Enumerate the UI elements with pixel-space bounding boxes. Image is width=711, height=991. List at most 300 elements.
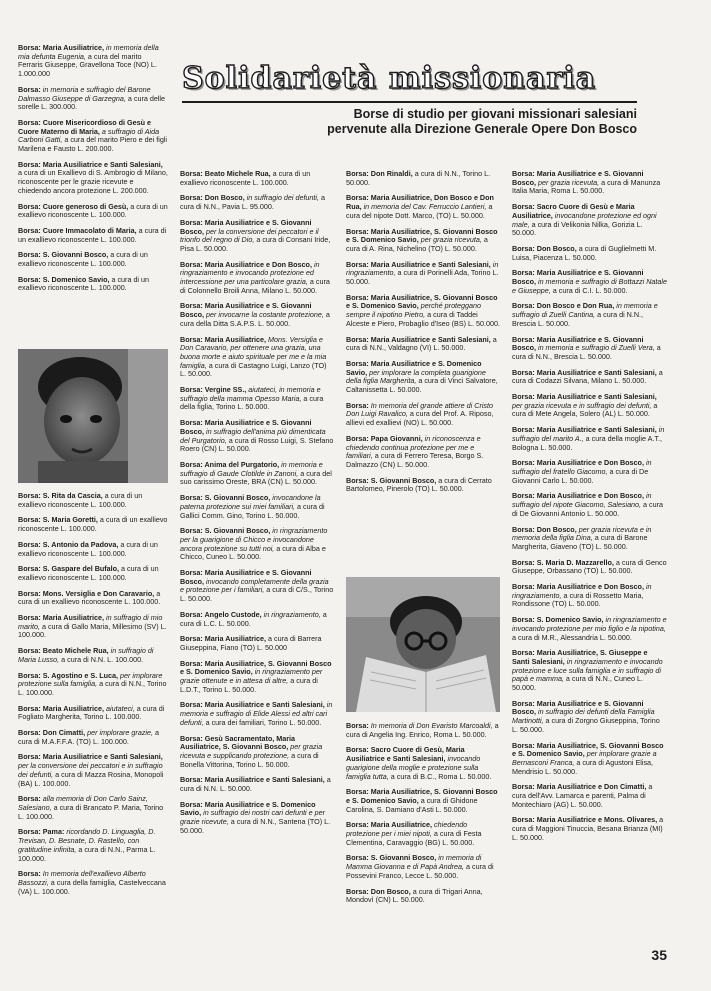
entry-title: Borsa: Maria Ausiliatrice,	[180, 634, 267, 644]
entry-title: Borsa: Maria Ausiliatrice, S. Giovanni Bosco e S. Domenico Savio,	[346, 292, 498, 311]
entry-donor: a cura di un exallievo riconoscente L. 100.000.	[18, 539, 158, 558]
donation-entry	[512, 492, 667, 518]
entry-donor: a cura di un Exallievo di S. Ambrogio di Milano, riconoscente per le grazie ricevute e chiedendo ancora protezione L. 200.000.	[18, 168, 168, 195]
entry-dedication: per implorare protezione sulla famiglia,	[18, 670, 163, 689]
subtitle-line-2: pervenute alla Direzione Generale Opere Don Bosco	[327, 122, 637, 136]
donation-entry	[512, 302, 667, 328]
entry-donor: a cura di Alba e Chicco, Cuneo L. 50.000.	[180, 543, 326, 562]
donation-entry	[18, 828, 168, 863]
donation-entry	[18, 161, 168, 196]
entry-title: Borsa: S. Rita da Cascia,	[18, 491, 103, 500]
entry-donor: a cura di Porinelli Ada, Torino L. 50.000.	[346, 268, 499, 287]
donation-entry	[18, 44, 168, 79]
entry-title: Borsa: Sacro Cuore di Gesù, Maria Ausiliatrice e Santi Salesiani,	[346, 745, 465, 764]
entry-title: Borsa: Maria Ausiliatrice e Don Bosco,	[512, 458, 644, 468]
donation-entry	[180, 527, 334, 562]
donation-entry	[346, 261, 500, 287]
title-rule	[182, 101, 637, 103]
entry-dedication: perché proteggano sempre il nipotino Pietro,	[346, 301, 482, 320]
entry-donor: a cura di N.N., Brescia L. 50.000.	[512, 310, 644, 328]
entry-title: Borsa: Don Bosco e Don Rua,	[512, 301, 615, 311]
donation-entry	[346, 360, 500, 395]
entry-title: Borsa: Papa Giovanni,	[346, 433, 423, 443]
entry-title: Borsa: Angelo Custode,	[180, 609, 262, 619]
entry-dedication: ricordando D. Linguaglia, D. Trevisan, D. Besnate, D. Rastello, con gratitudine infinita,	[18, 827, 156, 854]
entry-dedication: in memoria e suffragio del Barone Dalmasso Giuseppe di Garzegna,	[18, 84, 151, 103]
entry-dedication: per grazia ricevuta e in suffragio dei defunti,	[512, 400, 652, 410]
entry-donor: a cura del marito Piero e dei figli Marilena e Fausto L. 200.000.	[18, 135, 168, 154]
entry-donor: a cura di M.A.F.F.A. (TO) L. 100.000.	[18, 728, 160, 746]
entry-donor: a cura di Cerrato Bartolomeo, Pinerolo (TO) L. 50.000.	[346, 475, 492, 494]
entry-title: Borsa: Maria Ausiliatrice e Santi Salesiani,	[512, 425, 657, 435]
entry-donor: a cura dell'Avv. Lamarca e parenti, Palma di Montechiaro (AG) L. 50.000.	[512, 782, 653, 809]
donation-entry	[18, 203, 168, 220]
donation-entry	[512, 559, 667, 576]
entry-donor: a cura di C/S., Torino L. 50.000.	[180, 585, 334, 604]
donation-entry	[180, 635, 334, 652]
donation-entry	[346, 294, 500, 329]
entry-donor: a cura del marito Ferraris Giuseppe, Gravellona Toce (NO) L. 1.000.000	[18, 51, 157, 79]
entry-dedication: invocandone protezione ed ogni male,	[512, 210, 657, 229]
entry-title: Borsa: Maria Ausiliatrice e S. Giovanni Bosco,	[512, 268, 644, 287]
donation-entry	[512, 369, 667, 386]
donation-entry	[18, 590, 168, 607]
entry-title: Borsa: S. Giovanni Bosco,	[18, 250, 109, 260]
entry-title: Borsa:	[346, 400, 369, 410]
entry-title: Borsa: Vergine SS.,	[180, 385, 247, 395]
entry-title: Borsa: S. Gaspare del Bufalo,	[18, 564, 120, 574]
donation-entry	[512, 816, 667, 842]
entry-title: Borsa: S. Maria D. Mazzarello,	[512, 557, 614, 567]
donation-entry	[512, 336, 667, 362]
donation-entry	[18, 672, 168, 698]
entry-title: Borsa: Don Bosco,	[180, 193, 245, 203]
entry-title: Borsa: Maria Ausiliatrice e S. Giovanni Bosco,	[180, 301, 312, 320]
entry-dedication: in memoria e suffragio di Gaude Clotilde in Zanoni,	[180, 459, 323, 478]
entry-donor: a cura di Barrera Giuseppina, Fiano (TO) L. 50.000	[180, 634, 322, 652]
donation-entry	[180, 219, 334, 254]
entry-donor: a cura di Agustoni Elisa, Mendrisio L. 50.000.	[512, 757, 654, 776]
entry-dedication: a suffragio di Aida Carboni Gatti,	[18, 126, 160, 145]
entry-title: Borsa: Maria Ausiliatrice e S. Giovanni Bosco,	[180, 418, 312, 436]
donation-entry	[180, 776, 334, 793]
entry-donor: a cura di N.N., Pavia L. 95.000.	[180, 193, 326, 212]
entry-donor: a cura di Genco Giuseppe, Orbassano (TO) L. 50.000.	[512, 557, 667, 576]
entry-title: Borsa: Maria Ausiliatrice e Santi Salesiani,	[18, 159, 163, 169]
donation-entry	[18, 492, 168, 509]
entry-donor: a cura di N.N., Cuneo L. 50.000.	[512, 674, 644, 693]
donation-entry	[346, 788, 500, 814]
entry-donor: a cura del nipote Dott. Marco, (TO) L. 50.000.	[346, 202, 493, 220]
column-3-top	[346, 170, 500, 501]
entry-donor: a cura di un exallievo riconoscente L. 100.000.	[18, 564, 159, 582]
entry-title: Borsa: Gesù Sacramentato, Maria Ausiliatrice, S. Giovanni Bosco,	[180, 733, 296, 752]
entry-dedication: invocandone la paterna protezione sui miei familiari,	[180, 493, 321, 511]
entry-donor: a cura di Trigari Anna, Mondovì (CN) L. 50.000.	[346, 886, 483, 905]
entry-donor: a cura di Velikonia Nilka, Gorizia L. 50.000.	[512, 219, 643, 238]
entry-donor: a cura di Gallici Comm. Gino, Torino L. 50.000.	[180, 501, 325, 520]
entry-donor: a cura di Brancato P. Maria, Torino L. 100.000.	[18, 802, 164, 821]
entry-donor: a cura della Ditta S.A.P.S. L. 50.000.	[180, 310, 330, 328]
donation-entry	[512, 783, 667, 809]
donation-entry	[512, 203, 667, 238]
entry-donor: a cura di Mazza Rosina, Monopoli (BA) L. 100.000.	[18, 769, 164, 788]
entry-donor: a cura di Maggioni Tinuccia, Besana Brianza (MI) L. 50.000.	[512, 815, 664, 842]
entry-donor: a cura delle sorelle L. 300.000.	[18, 93, 166, 112]
donation-entry	[346, 888, 500, 905]
page-header	[182, 62, 637, 96]
donation-entry	[512, 583, 667, 609]
donation-entry	[18, 705, 168, 722]
entry-title: Borsa: Maria Ausiliatrice, Don Bosco e Don Rua,	[346, 193, 494, 212]
entry-title: Borsa: Maria Ausiliatrice e S. Domenico Savio,	[346, 358, 482, 377]
donation-entry	[180, 336, 334, 380]
entry-dedication: in ringraziamento,	[261, 609, 321, 619]
entry-dedication: In memoria dell'exallievo Alberto Bassozzi,	[18, 869, 146, 887]
entry-title: Borsa: Maria Ausiliatrice e Santi Salesiani,	[512, 367, 657, 377]
entry-title: Borsa:	[18, 869, 41, 879]
entry-title: Borsa: S. Giovanni Bosco,	[180, 526, 271, 536]
column-3-bottom	[346, 722, 500, 912]
entry-donor: a cura di N.N., Torino L. 100.000.	[18, 679, 167, 697]
entry-dedication: aiutateci, in memoria e suffragio della mamma Opesso Maria,	[180, 385, 321, 403]
entry-donor: a cura di B.C., Roma L. 50.000.	[388, 771, 492, 781]
child-photo-1	[18, 349, 168, 483]
entry-donor: a cura di N.N., Torino L. 50.000.	[346, 169, 491, 187]
entry-dedication: in memoria e suffragio di Elide Alessi ed altri cari defunti,	[180, 700, 333, 727]
entry-title: Borsa: Maria Ausiliatrice e S. Giovanni Bosco,	[180, 217, 312, 236]
donation-entry	[512, 700, 667, 735]
entry-title: Borsa: Maria Ausiliatrice,	[180, 334, 267, 344]
entry-donor: a cura di Rossetto Maria, Rondissone (TO) L. 50.000.	[512, 590, 644, 609]
entry-title: Borsa: Maria Ausiliatrice, S. Giovanni Bosco e S. Domenico Savio,	[346, 226, 498, 245]
entry-dedication: in memoria di Mamma Giovanna e di Papà Andrea,	[346, 853, 482, 872]
donation-entry	[18, 753, 168, 788]
entry-donor: a cura di De Giovanni Carlo L. 50.000.	[512, 466, 649, 485]
entry-donor: a cura di De Giovanni Antonio L. 50.000.	[512, 500, 664, 518]
entry-donor: a cura di Bonella Vittorina, Torino L. 50.000.	[180, 750, 319, 769]
donation-entry	[512, 170, 667, 196]
entry-donor: a cura di Barone Margherita, Giaveno (TO) L. 50.000.	[512, 533, 648, 551]
donation-entry	[180, 261, 334, 296]
entry-donor: a cura di Codazzi Silvana, Milano L. 50.000.	[512, 367, 663, 386]
entry-title: Borsa: S. Agostino e S. Luca,	[18, 670, 118, 680]
child-photo-2	[346, 577, 500, 712]
column-4	[512, 170, 667, 850]
entry-donor: a cura di N.N. L. 100.000.	[59, 654, 144, 664]
entry-dedication: in suffragio di Maria Lusso,	[18, 646, 154, 664]
entry-title: Borsa: S. Maria Goretti,	[18, 515, 98, 525]
donation-entry	[180, 801, 334, 836]
entry-title: Borsa:	[18, 794, 41, 804]
page-subtitle	[327, 107, 637, 137]
donation-entry	[18, 227, 168, 244]
donation-entry	[346, 746, 500, 781]
entry-title: Borsa: Maria Ausiliatrice e Santi Salesiani,	[18, 752, 163, 762]
page-title: Solidarietà missionaria	[182, 61, 597, 96]
donation-entry	[512, 742, 667, 777]
entry-title: Borsa: Sacro Cuore di Gesù e Maria Ausiliatrice,	[512, 202, 635, 220]
entry-donor: a cura di Fogliato Margherita, Torino L. 100.000.	[18, 703, 165, 722]
entry-dedication: in suffragio del nipote Giacomo, Salesiano,	[512, 491, 652, 510]
entry-title: Borsa:	[18, 84, 41, 94]
entry-dedication: in suffragio dell'anima più dimenticata del Purgatorio,	[180, 426, 326, 445]
entry-title: Borsa: Don Bosco,	[512, 243, 577, 253]
donation-entry	[180, 611, 334, 628]
entry-donor: a cura di Festa Clementina, Caravaggio (BG) L. 50.000.	[346, 829, 482, 847]
entry-donor: a cura di Manunza Italia Maria, Roma L. 50.000.	[512, 177, 661, 196]
column-2	[180, 170, 334, 843]
entry-donor: a cura del Prof. A. Riposo, allievi ed exallievi (NO) L. 50.000.	[346, 409, 494, 428]
donation-entry	[346, 170, 500, 187]
donation-entry	[180, 419, 334, 454]
donation-entry	[18, 870, 168, 896]
entry-title: Borsa: Don Bosco,	[512, 524, 577, 534]
entry-title: Borsa: Anima del Purgatorio,	[180, 459, 280, 469]
entry-title: Borsa: Maria Ausiliatrice, S. Giovanni Bosco e S. Domenico Savio,	[180, 658, 332, 677]
donation-entry	[18, 541, 168, 558]
entry-dedication: per grazia ricevuta,	[535, 177, 600, 187]
entry-donor: a cura di Rosso Luigi, S. Stefano Roero (CN) L. 50.000.	[180, 435, 334, 454]
entry-donor: a cura di A. Rina, Nichelino (TO) L. 50.000.	[346, 235, 488, 253]
entry-donor: a cura di un exallievo riconoscente L. 100.000.	[18, 250, 148, 269]
entry-title: Borsa: Cuore Immacolato di Maria,	[18, 225, 137, 235]
entry-title: Borsa: Maria Ausiliatrice e S. Giovanni Bosco,	[512, 334, 644, 353]
entry-donor: a cura di N.N., Valdagno (VI) L. 50.000.	[346, 334, 497, 353]
entry-dedication: invocando completamente della grazia e protezione per i familiari,	[180, 576, 329, 595]
entry-donor: a cura di Mete Angela, Solero (AL) L. 50.000.	[512, 400, 658, 419]
entry-title: Borsa: Maria Ausiliatrice e S. Giovanni Bosco,	[180, 568, 312, 586]
entry-dedication: per grazia ricevuta,	[418, 235, 482, 245]
entry-donor: a cura dei familiari, Torino L. 50.000.	[203, 717, 322, 727]
donation-entry	[180, 569, 334, 604]
donation-entry	[18, 614, 168, 640]
entry-dedication: in memoria e suffragio di Zuelli Vera,	[535, 343, 655, 353]
entry-title: Borsa: Maria Ausiliatrice e Mons. Olivares,	[512, 815, 658, 825]
entry-dedication: per implorare grazie a Bernasconi Franca,	[512, 749, 657, 767]
entry-dedication: alla memoria di Don Carlo Sainz, Salesiano,	[18, 794, 148, 812]
entry-donor: a cura di Gallo Maria, Millesimo (SV) L. 100.000.	[18, 621, 167, 640]
entry-title: Borsa: Cuore generoso di Gesù,	[18, 201, 129, 211]
entry-title: Borsa: Mons. Versiglia e Don Caravario,	[18, 588, 155, 598]
entry-dedication: in riconoscenza e chiedendo continua protezione per me e familiari,	[346, 433, 481, 461]
donation-entry	[346, 722, 500, 739]
subtitle-line-1: Borse di studio per giovani missionari salesiani	[353, 107, 637, 121]
entry-dedication: Mons. Versiglia e Don Caravario, per ottenere una grazia, una buona morte e aiuto spirituale per me e la mia famiglia,	[180, 334, 327, 370]
donation-entry	[18, 795, 168, 821]
donation-entry	[18, 86, 168, 112]
donation-entry	[346, 194, 500, 220]
entry-donor: a cura di un exallievo riconoscente L. 100.000.	[18, 274, 150, 293]
entry-donor: a cura di un exallievo riconoscente L. 100.000.	[180, 169, 311, 187]
column-1-bottom	[18, 492, 168, 903]
entry-donor: a cura di N.N. L. 50.000.	[180, 775, 331, 794]
donation-entry	[18, 647, 168, 664]
entry-dedication: chiedendo protezione per i miei nipoti,	[346, 820, 468, 839]
entry-title: Borsa: Maria Ausiliatrice,	[346, 820, 433, 830]
donation-entry	[512, 393, 667, 419]
entry-title: Borsa: Beato Michele Rua,	[18, 646, 109, 656]
entry-dedication: in memoria del Cav. Ferruccio Lantieri,	[361, 202, 487, 212]
entry-donor: a cura di un exallievo riconoscente L. 100.000.	[18, 491, 143, 509]
donation-entry	[512, 245, 667, 262]
donation-entry	[180, 302, 334, 328]
entry-donor: a cura di Guglielmetti M. Luisa, Piacenza L. 50.000.	[512, 243, 657, 262]
entry-dedication: aiutateci,	[104, 703, 135, 713]
entry-donor: a cura di Ghidone Carolina, S. Damiano d'Asti L. 50.000.	[346, 795, 478, 814]
entry-donor: a cura della figlia, Torino L. 50.000.	[180, 393, 324, 412]
entry-donor: a cura di N.N., Santena (TO) L. 50.000.	[180, 817, 331, 835]
entry-title: Borsa: S. Giovanni Bosco,	[346, 853, 437, 863]
donation-entry	[18, 516, 168, 533]
donation-entry	[18, 565, 168, 582]
entry-donor: a cura di L.C. L. 50.000.	[180, 609, 327, 628]
entry-dedication: in suffragio di mio marito,	[18, 613, 163, 631]
entry-donor: a cura di un exallievo riconoscente L. 100.000.	[18, 201, 168, 220]
entry-donor: a cura di Colonnello Broili Anna, Milano L. 50.000.	[180, 277, 330, 295]
entry-title: Borsa: S. Giovanni Bosco,	[180, 493, 271, 503]
entry-title: Borsa: Pama:	[18, 827, 65, 837]
entry-donor: a cura di L.D.T., Torino L. 50.000.	[180, 676, 318, 694]
entry-dedication: in suffragio dei nostri cari defunti e per grazie ricevute,	[180, 808, 326, 827]
entry-donor: a cura di Castagno Luigi, Lanzo (TO) L. 50.000.	[180, 360, 327, 379]
entry-dedication: per implorare grazie,	[85, 728, 154, 738]
entry-donor: a cura della moglie A.T., Bologna L. 50.000.	[512, 433, 662, 452]
entry-dedication: per la conversione dei peccatori e in suffragio dei defunti,	[18, 761, 163, 779]
entry-dedication: in suffragio del fratello Giacomo,	[512, 458, 652, 476]
donation-entry	[346, 477, 500, 494]
entry-title: Borsa: Maria Ausiliatrice e Santi Salesiani,	[346, 334, 491, 344]
donation-entry	[18, 729, 168, 746]
entry-dedication: in memoria della mia defunta Eugenia,	[18, 43, 159, 61]
entry-title: Borsa: Maria Ausiliatrice e S. Domenico Savio,	[180, 799, 316, 818]
donation-entry	[346, 435, 500, 470]
entry-title: Borsa: Maria Ausiliatrice,	[18, 703, 105, 713]
donation-entry	[180, 386, 334, 412]
donation-entry	[180, 461, 334, 487]
entry-title: Borsa: Maria Ausiliatrice,	[18, 613, 105, 623]
entry-title: Borsa: Beato Michele Rua,	[180, 169, 271, 178]
entry-dedication: per grazia ricevuta e supplicando protezione,	[180, 742, 323, 760]
entry-donor: a cura di Consani Iride, Pisa L. 50.000.	[180, 235, 331, 253]
donation-entry	[512, 269, 667, 295]
entry-donor: a cura della famiglia, Castelveccana (VA) L. 100.000.	[18, 877, 166, 896]
entry-title: Borsa: Maria Ausiliatrice e Don Bosco,	[512, 491, 644, 501]
donation-entry	[180, 701, 334, 727]
entry-donor: a cura di N.N., Brescia L. 50.000.	[512, 343, 661, 361]
entry-title: Borsa: S. Domenico Savio,	[512, 615, 604, 625]
entry-dedication: in ringraziamento e invocando protezione e luce sulla famiglia e in suffragio di papà e mamma,	[512, 656, 663, 684]
entry-donor: a cura di Possevini Franco, Lecce L. 50.000.	[346, 862, 494, 880]
entry-dedication: in ringraziamento per la guarigione di Chicco e invocandone ancora protezione su tutti noi,	[180, 526, 328, 553]
donation-entry	[346, 402, 500, 428]
donation-entry	[18, 251, 168, 268]
entry-title: Borsa: Maria Ausiliatrice,	[18, 43, 105, 52]
donation-entry	[512, 426, 667, 452]
entry-donor: a cura di M.R., Alessandria L. 50.000.	[512, 632, 632, 642]
entry-title: Borsa: Maria Ausiliatrice, S. Giovanni Bosco e S. Domenico Savio,	[346, 787, 498, 805]
entry-title: Borsa: S. Antonio da Padova,	[18, 539, 119, 549]
page-number: 35	[651, 947, 667, 963]
donation-entry	[512, 526, 667, 552]
entry-title: Borsa: Maria Ausiliatrice e S. Giovanni Bosco,	[512, 169, 644, 187]
entry-dedication: in suffragio del marito A.,	[512, 425, 665, 443]
entry-title: Borsa: Maria Ausiliatrice e Don Bosco,	[512, 582, 644, 592]
entry-title: Borsa: Maria Ausiliatrice e Don Cimatti,	[512, 782, 647, 792]
entry-title: Borsa: Cuore Misericordioso di Gesù e Cuore Materno di Maria,	[18, 117, 152, 136]
entry-donor: a cura del suo carissimo Oreste, BRA (CN) L. 50.000.	[180, 468, 332, 487]
donation-entry	[180, 494, 334, 520]
entry-dedication: in ringraziamento per grazie ottenute e in attesa di altre,	[180, 667, 323, 686]
donation-entry	[180, 194, 334, 211]
entry-donor: a cura di Ferrero Teresa, Borgo S. Dalmazzo (CN) L. 50.000.	[346, 451, 484, 469]
entry-donor: a cura di Angelia Ing. Enrico, Roma L. 50.000.	[346, 721, 499, 739]
entry-title: Borsa: Don Bosco,	[346, 886, 411, 896]
entry-title: Borsa: Don Cimatti,	[18, 728, 86, 738]
entry-donor: a cura di Taddei Alceste e Piero, Probaglio d'Iseo (BS) L. 50.000.	[346, 310, 500, 328]
entry-dedication: in memoria e suffragio di Bottazzi Natale e Giuseppe,	[512, 277, 668, 295]
entry-title: Borsa:	[346, 721, 369, 730]
entry-dedication: In memoria di Don Evaristo Marcoaldi,	[368, 721, 493, 730]
entry-donor: a cura di N.N., Parma L. 100.000.	[18, 844, 156, 863]
entry-donor: a cura di un exallievo riconoscente L. 100.000.	[18, 225, 167, 244]
entry-title: Borsa: Maria Ausiliatrice e S. Giovanni Bosco,	[512, 698, 644, 717]
entry-dedication: per la conversione dei peccatori e il trionfo del regno di Dio,	[180, 226, 319, 245]
entry-title: Borsa: Maria Ausiliatrice e Santi Salesiani,	[512, 392, 657, 402]
entry-title: Borsa: Maria Ausiliatrice e Santi Salesiani,	[180, 775, 325, 785]
donation-entry	[512, 459, 667, 485]
entry-title: Borsa: Don Rinaldi,	[346, 169, 413, 178]
donation-entry	[346, 336, 500, 353]
column-1-top	[18, 44, 168, 300]
entry-title: Borsa: Maria Ausiliatrice, S. Giuseppe e Santi Salesiani,	[512, 648, 648, 666]
entry-dedication: in ringraziamento e invocando protezione ed intercessione per una particolare grazia,	[180, 259, 320, 287]
entry-dedication: per invocarne la costante protezione,	[203, 310, 324, 320]
entry-dedication: In memoria del grande attiere di Cristo Don Luigi Ravalico,	[346, 400, 494, 419]
entry-title: Borsa: Maria Ausiliatrice e Santi Salesiani,	[346, 259, 491, 269]
donation-entry	[180, 735, 334, 770]
entry-title: Borsa: Maria Ausiliatrice, S. Giovanni Bosco e S. Domenico Savio,	[512, 740, 664, 759]
entry-dedication: in ringraziamento,	[346, 259, 499, 278]
donation-entry	[346, 821, 500, 847]
entry-dedication: in suffragio dei defunti,	[244, 193, 320, 203]
entry-title: Borsa: Maria Ausiliatrice e Don Bosco,	[180, 259, 312, 269]
entry-donor: a cura di un exallievo riconoscente L. 100.000.	[18, 588, 161, 607]
entry-donor: a cura di un exallievo riconoscente L. 100.000.	[18, 515, 168, 534]
donation-entry	[18, 276, 168, 293]
entry-donor: a cura di C.I. L. 50.000.	[550, 285, 628, 295]
donation-entry	[18, 119, 168, 154]
entry-title: Borsa: S. Giovanni Bosco,	[346, 475, 437, 485]
entry-dedication: in suffragio dei defunti della Famiglia Martinotti,	[512, 707, 655, 726]
donation-entry	[180, 170, 334, 187]
entry-dedication: in memoria e suffragio di Zuelli Cantina,	[512, 301, 658, 320]
entry-dedication: invocando guarigione della moglie e protezione sulla famiglia tutta,	[346, 754, 481, 781]
entry-dedication: per grazia ricevuta e in memoria della figlia Dina,	[512, 524, 652, 543]
entry-dedication: per implorare la completa guarigione della figlia Margherita,	[346, 367, 486, 386]
entry-title: Borsa: Maria Ausiliatrice e Santi Salesiani,	[180, 700, 325, 710]
donation-entry	[512, 616, 667, 642]
entry-title: Borsa: S. Domenico Savio,	[18, 274, 110, 284]
entry-donor: a cura di Zorgno Giuseppina, Torino L. 50.000.	[512, 716, 660, 734]
donation-entry	[346, 854, 500, 880]
donation-entry	[346, 228, 500, 254]
entry-dedication: in ringraziamento,	[512, 582, 652, 600]
entry-donor: a cura di Vinci Salvatore, Caltanissetta L. 50.000.	[346, 376, 498, 395]
entry-dedication: in ringraziamento e invocando protezione per mio figlio e la nipotina,	[512, 615, 667, 633]
donation-entry	[512, 649, 667, 693]
donation-entry	[180, 660, 334, 695]
